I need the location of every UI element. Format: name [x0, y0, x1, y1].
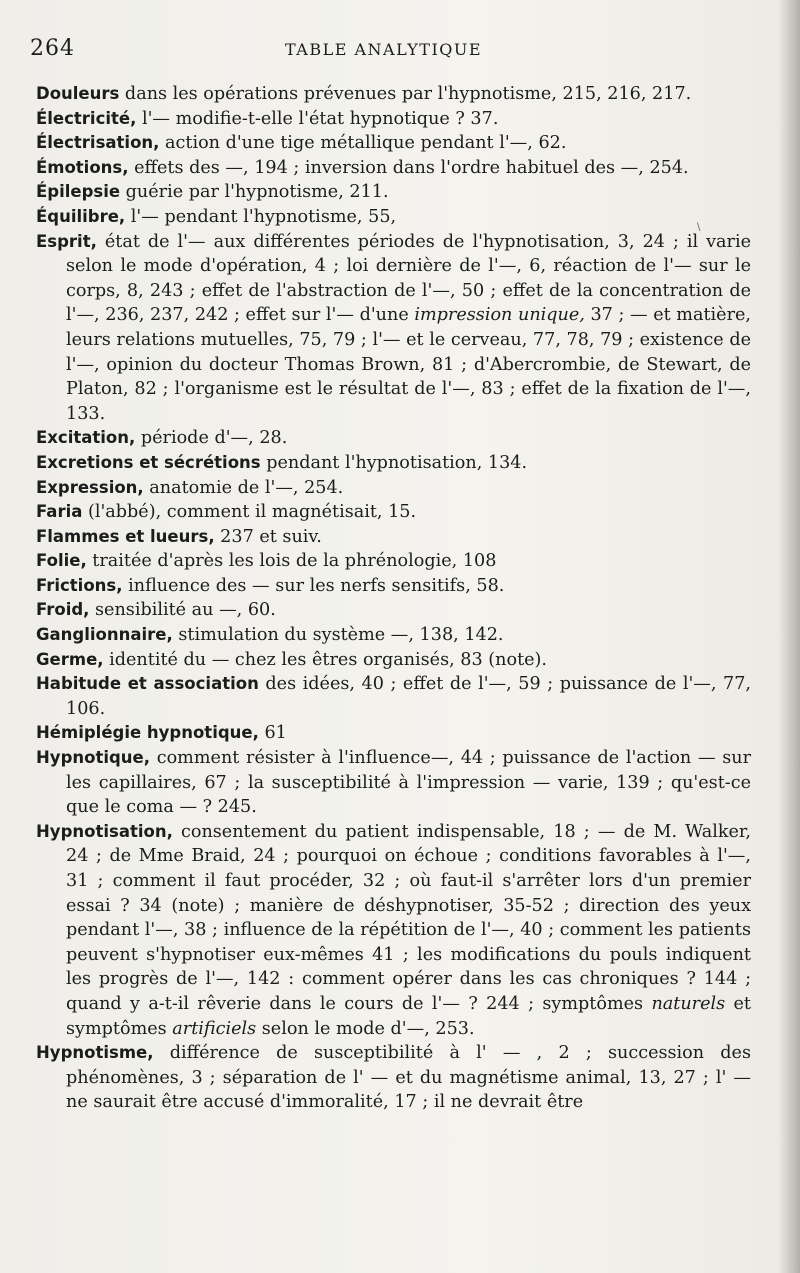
entry-text	[119, 84, 691, 104]
entry-text	[89, 600, 275, 620]
index-entry	[36, 156, 751, 181]
entry-text	[66, 232, 751, 424]
index-entry	[36, 746, 751, 820]
index-entry	[36, 451, 751, 476]
entry-text	[136, 109, 498, 129]
index-entry	[36, 500, 751, 525]
index-entry	[36, 205, 751, 230]
entry-text	[66, 1043, 751, 1112]
entry-text-segment: anatomie de l'—, 254.	[143, 477, 344, 498]
index-entry	[36, 525, 751, 550]
page-header	[30, 36, 750, 66]
index-entry	[36, 131, 751, 156]
entry-text-segment: état de l'— aux différentes périodes de l'hypnotisation, 3, 24 ; il varie selon le mode d'opération, 4 ; loi dernière de l'—, 6, réaction de l'— sur le corps, 8, 243 ; effet de l'abstraction de l'—, 50 ; effet de la concentration de l'—, 236, 237, 242 ; effet sur l'— d'une	[66, 231, 751, 326]
entry-term: Émotions,	[36, 157, 129, 177]
entry-text	[82, 502, 416, 522]
entry-text	[129, 158, 689, 178]
entry-text	[159, 133, 566, 153]
page-number: 264	[30, 36, 75, 61]
entry-text	[259, 723, 287, 743]
entry-term: Douleurs	[36, 84, 120, 103]
entry-text-segment: et symptômes	[66, 993, 752, 1039]
entry-text-segment: dans les opérations prévenues par l'hypnotisme, 215, 216, 217.	[119, 84, 692, 104]
entry-term: Excitation,	[36, 428, 136, 448]
entry-text-segment: 237 et suiv.	[214, 526, 322, 547]
entry-text-segment: l'— modifie-t-elle l'état hypnotique ? 37.	[136, 108, 499, 129]
entry-term: Frictions,	[36, 575, 123, 595]
index-entry	[36, 1041, 751, 1115]
entry-text-segment: différence de susceptibilité à l' — , 2 ; succession des phénomènes, 3 ; séparation de l' — et du magnétisme animal, 13, 27 ; l' — ne saurait être accusé d'immoralité, 17 ; il ne devrait être	[66, 1043, 751, 1113]
entry-term: Germe,	[36, 649, 104, 669]
entry-italic-text: artificiels	[172, 1018, 257, 1039]
entry-text	[125, 207, 396, 227]
page-edge-shadow	[778, 0, 800, 1273]
entry-text	[261, 453, 527, 473]
entry-text	[173, 625, 504, 645]
index-entry	[36, 672, 751, 721]
index-entry	[36, 82, 751, 107]
running-title: TABLE ANALYTIQUE	[285, 40, 483, 59]
index-entry	[36, 721, 751, 746]
entry-term: Folie,	[36, 551, 87, 571]
entry-text-segment: pendant l'hypnotisation, 134.	[260, 452, 528, 473]
index-entry	[36, 549, 751, 574]
entry-text-segment: influence des — sur les nerfs sensitifs, 58.	[122, 575, 505, 596]
entry-text-segment: 61	[258, 723, 287, 744]
entry-term: Hypnotisation,	[36, 821, 173, 841]
entry-text-segment: guérie par l'hypnotisme, 211.	[120, 182, 389, 203]
entry-text-segment: (l'abbé), comment il magnétisait, 15.	[82, 502, 417, 523]
entry-text	[87, 551, 497, 571]
entry-text-segment: des idées, 40 ; effet de l'—, 59 ; puissance de l'—, 77, 106.	[66, 674, 752, 719]
index-entry	[36, 623, 751, 648]
entry-text-segment: l'— pendant l'hypnotisme, 55,	[125, 206, 397, 227]
entry-text-segment: identité du — chez les êtres organisés, 83 (note).	[103, 649, 548, 670]
entry-text-segment: stimulation du système —, 138, 142.	[172, 625, 504, 646]
entry-text	[66, 822, 751, 1039]
index-entry	[36, 230, 751, 427]
entry-term: Froid,	[36, 600, 90, 620]
entry-text	[144, 478, 344, 498]
entry-text	[104, 650, 548, 670]
entry-text	[123, 576, 505, 596]
entry-term: Hémiplégie hypnotique,	[36, 723, 259, 743]
entry-term: Électricité,	[36, 108, 137, 128]
entry-term: Flammes et lueurs,	[36, 526, 215, 546]
index-entry	[36, 648, 751, 673]
entry-text	[135, 428, 287, 448]
entry-term: Excretions et sécrétions	[36, 452, 261, 472]
index-entry	[36, 107, 751, 132]
entry-term: Faria	[36, 502, 83, 522]
entry-text	[120, 182, 389, 202]
stray-ink-mark: \	[697, 222, 701, 233]
entry-text-segment: 37 ; — et matière, leurs relations mutuelles, 75, 79 ; l'— et le cerveau, 77, 78, 79 ; existence de l'—, opinion du docteur Thomas Brown, 81 ; d'Abercrombie, de Stewart, de Platon, 82 ; l'organisme est le résultat de l'—, 83 ; effet de la fixation de l'—, 133.	[66, 305, 751, 424]
entry-text	[215, 527, 322, 547]
entry-text-segment: effets des —, 194 ; inversion dans l'ordre habituel des —, 254.	[128, 157, 689, 178]
entry-term: Épilepsie	[36, 182, 121, 202]
entry-italic-text: naturels	[651, 993, 726, 1014]
entry-term: Expression,	[36, 477, 144, 497]
entry-term: Hypnotisme,	[36, 1043, 154, 1063]
entry-text	[66, 748, 751, 817]
index-entries	[36, 82, 751, 1115]
entry-text-segment: consentement du patient indispensable, 18 ; — de M. Walker, 24 ; de Mme Braid, 24 ; pourquoi on échoue ; conditions favorables à l'—, 31 ; comment il faut procéder, 32 ; où faut-il s'arrêter lors d'un premier essai ? 34 (note) ; manière de déshypnotiser, 35-52 ; direction des yeux pendant l'—, 38 ; influence de la répétition de l'—, 40 ; comment les patients peuvent s'hypnotiser eux-mêmes 41 ; les modifications du pouls indiquent les progrès de l'—, 142 : comment opérer dans les cas chroniques ? 144 ; quand y a-t-il rêverie dans le cours de l'— ? 244 ; symptômes	[66, 821, 751, 1014]
entry-italic-text: impression unique,	[414, 305, 585, 326]
index-entry	[36, 426, 751, 451]
entry-text-segment: action d'une tige métallique pendant l'—, 62.	[159, 133, 567, 154]
entry-text-segment: période d'—, 28.	[135, 428, 288, 449]
entry-text-segment: traitée d'après les lois de la phrénologie, 108	[86, 551, 497, 572]
index-entry	[36, 598, 751, 623]
entry-term: Esprit,	[36, 231, 97, 251]
entry-term: Équilibre,	[36, 206, 126, 226]
index-entry	[36, 476, 751, 501]
index-entry	[36, 180, 751, 205]
entry-text-segment: comment résister à l'influence—, 44 ; puissance de l'action — sur les capillaires, 67 ; la susceptibilité à l'impression — varie, 139 ; qu'est-ce que le coma — ? 245.	[66, 748, 751, 818]
index-entry	[36, 574, 751, 599]
entry-text-segment: sensibilité au —, 60.	[89, 600, 276, 621]
entry-term: Ganglionnaire,	[36, 625, 173, 645]
entry-term: Électrisation,	[36, 133, 160, 153]
index-entry	[36, 820, 751, 1041]
entry-text-segment: selon le mode d'—, 253.	[256, 1018, 475, 1039]
entry-term: Habitude et association	[36, 674, 259, 694]
entry-term: Hypnotique,	[36, 748, 151, 768]
